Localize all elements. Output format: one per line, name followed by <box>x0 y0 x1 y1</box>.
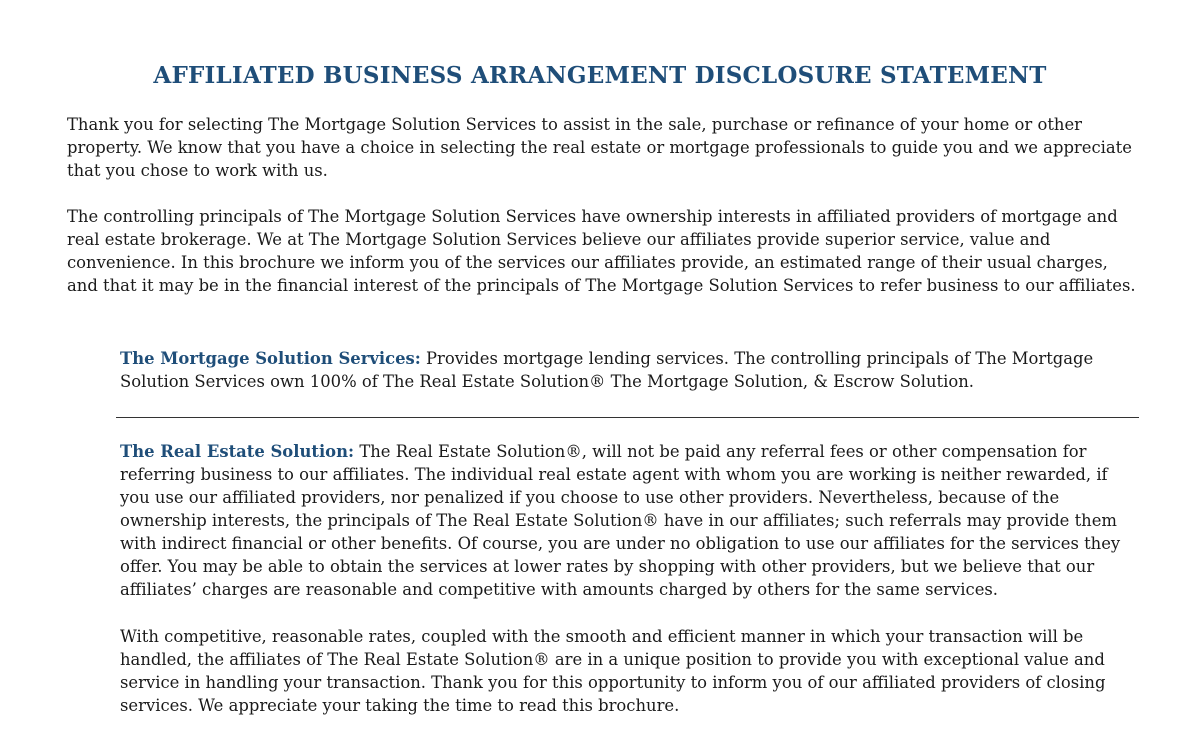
principals-paragraph: The controlling principals of The Mortgage Solution Services have ownership interests in affiliated providers of mortgage and real estate brokerage. We at The Mortgage Solution Services believe our affiliates provide superior service, value and convenience. In this brochure we inform you of the services our affiliates provide, an estimated range of their usual charges, and that it may be in the financial interest of the principals of The Mortgage Solution Services to refer business to our affiliates. <box>67 207 1136 295</box>
section-divider <box>116 417 1139 418</box>
affiliate-real-estate-solution <box>120 440 1142 601</box>
affiliate-mortgage-solution <box>120 347 1142 393</box>
closing-paragraph: With competitive, reasonable rates, coupled with the smooth and efficient manner in which your transaction will be handled, the affiliates of The Real Estate Solution® are in a unique position to provide you with exceptional value and service in handling your transaction. Thank you for this opportunity to inform you of our affiliated providers of closing services. We appreciate your taking the time to read this brochure. <box>120 627 1106 715</box>
affiliate-name: The Real Estate Solution: <box>120 442 355 461</box>
document-title: AFFILIATED BUSINESS ARRANGEMENT DISCLOSURE STATEMENT <box>153 62 1047 89</box>
affiliate-description: Provides mortgage lending services. The controlling principals of The Mortgage Solution Services own 100% of The Real Estate Solution® The Mortgage Solution, & Escrow Solution. <box>120 349 1094 391</box>
affiliate-name: The Mortgage Solution Services: <box>120 349 421 368</box>
affiliate-description: The Real Estate Solution®, will not be paid any referral fees or other compensation for referring business to our affiliates. The individual real estate agent with whom you are working is neither rewarded, if you use our affiliated providers, nor penalized if you choose to use other providers. Nevertheless, because of the ownership interests, the principals of The Real Estate Solution® have in our affiliates; such referrals may provide them with indirect financial or other benefits. Of course, you are under no obligation to use our affiliates for the services they offer. You may be able to obtain the services at lower rates by shopping with other providers, but we believe that our affiliates’ charges are reasonable and competitive with amounts charged by others for the same services. <box>120 442 1121 599</box>
intro-paragraph: Thank you for selecting The Mortgage Solution Services to assist in the sale, purchase or refinance of your home or other property. We know that you have a choice in selecting the real estate or mortgage professionals to guide you and we appreciate that you chose to work with us. <box>67 115 1132 180</box>
